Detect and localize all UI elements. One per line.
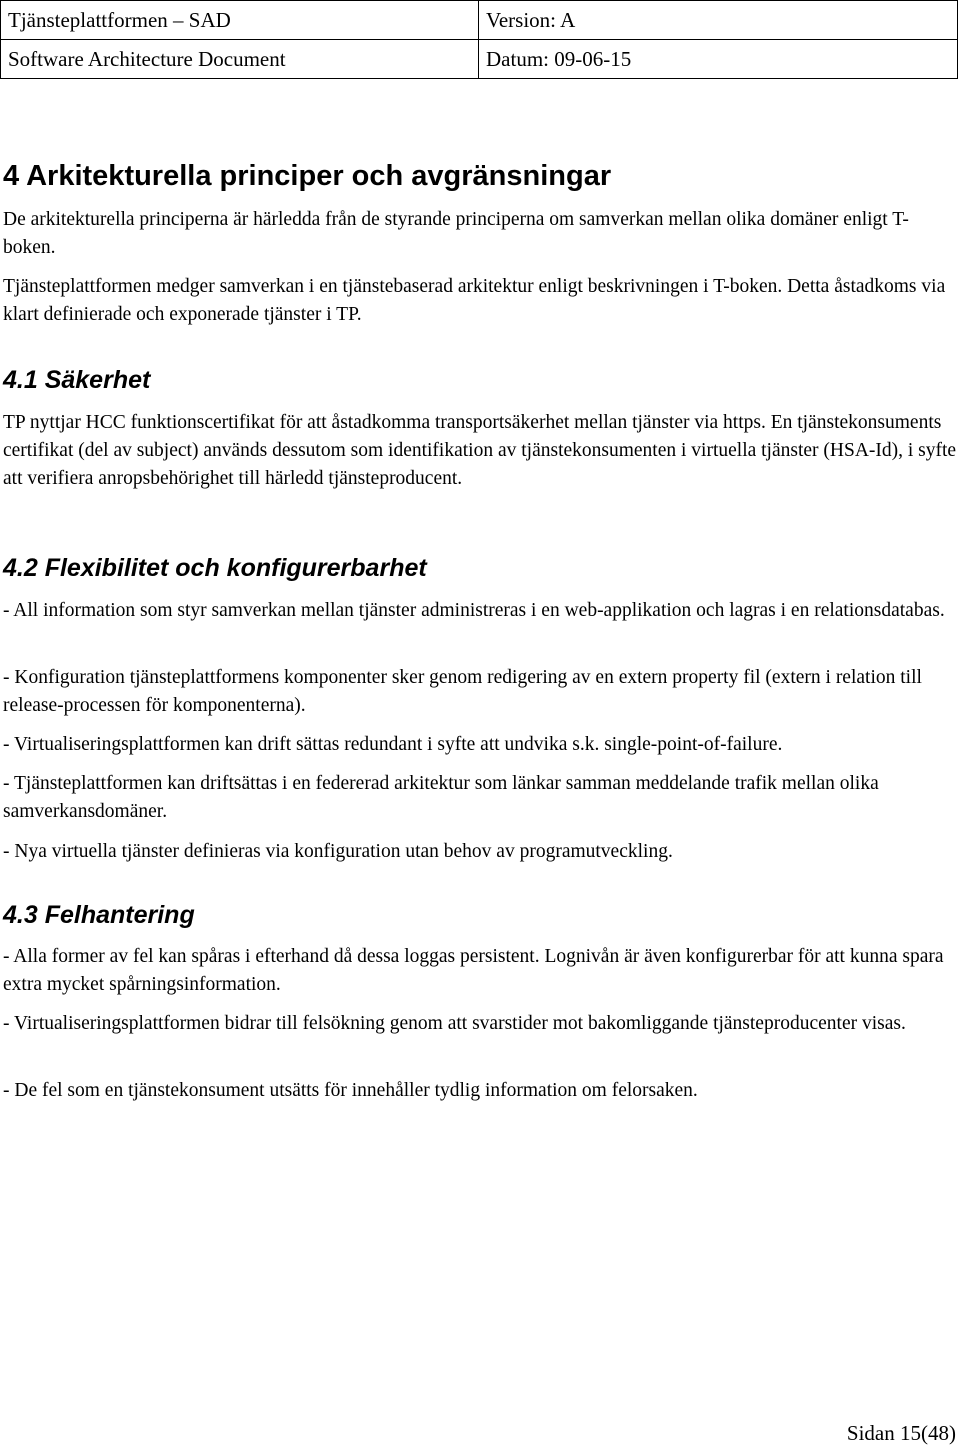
section-4-paragraph: De arkitekturella principerna är härledda från de styrande principerna om samverkan mellan olika domäner enligt T-boken.: [3, 209, 909, 258]
document-date: Datum: 09-06-15: [479, 40, 958, 79]
section-4-1-paragraph: TP nyttjar HCC funktionscertifikat för att åstadkomma transportsäkerhet mellan tjänster via https. En tjänstekonsuments certifikat (del av subject) används dessutom som identifikation av tjänstekonsumenten i virtuella tjänster (HSA-Id), i syfte att verifiera anropsbehörighet till härledd tjänsteproducent.: [3, 412, 957, 489]
section-4-2-item: - Tjänsteplattformen kan driftsättas i en federerad arkitektur som länkar samman meddelande trafik mellan olika samverkansdomäner.: [3, 773, 879, 822]
page-number: Sidan 15(48): [846, 1421, 956, 1445]
section-4-2-heading: 4.2 Flexibilitet och konfigurerbarhet: [3, 554, 427, 582]
section-4-3-item: - De fel som en tjänstekonsument utsätts för innehåller tydlig information om felorsaken.: [3, 1080, 698, 1101]
section-4-2-item: - All information som styr samverkan mellan tjänster administreras i en web-applikation och lagras i en relationsdatabas.: [3, 600, 945, 621]
section-4-3-item: - Virtualiseringsplattformen bidrar till felsökning genom att svarstider mot bakomliggande tjänsteproducenter visas.: [3, 1013, 906, 1034]
section-4-2-item: - Virtualiseringsplattformen kan drift sättas redundant i syfte att undvika s.k. single-point-of-failure.: [3, 734, 783, 755]
document-title: Tjänsteplattformen – SAD: [1, 1, 479, 40]
section-4-3-item: - Alla former av fel kan spåras i efterhand då dessa loggas persistent. Lognivån är även konfigurerbar för att kunna spara extra mycket spårningsinformation.: [3, 946, 944, 995]
section-4-heading: 4 Arkitekturella principer och avgränsningar: [3, 160, 612, 192]
document-version: Version: A: [479, 1, 958, 40]
section-4-1-heading: 4.1 Säkerhet: [3, 366, 151, 394]
document-type: Software Architecture Document: [1, 40, 479, 79]
section-4-2-item: - Konfiguration tjänsteplattformens komponenter sker genom redigering av en extern property fil (extern i relation till release-processen för komponenterna).: [3, 667, 922, 716]
document-header: [0, 0, 958, 79]
section-4-paragraph: Tjänsteplattformen medger samverkan i en tjänstebaserad arkitektur enligt beskrivningen i T-boken. Detta åstadkoms via klart definierade och exponerade tjänster i TP.: [3, 276, 946, 325]
section-4-3-heading: 4.3 Felhantering: [3, 901, 195, 929]
section-4-2-item: - Nya virtuella tjänster definieras via konfiguration utan behov av programutveckling.: [3, 841, 673, 862]
